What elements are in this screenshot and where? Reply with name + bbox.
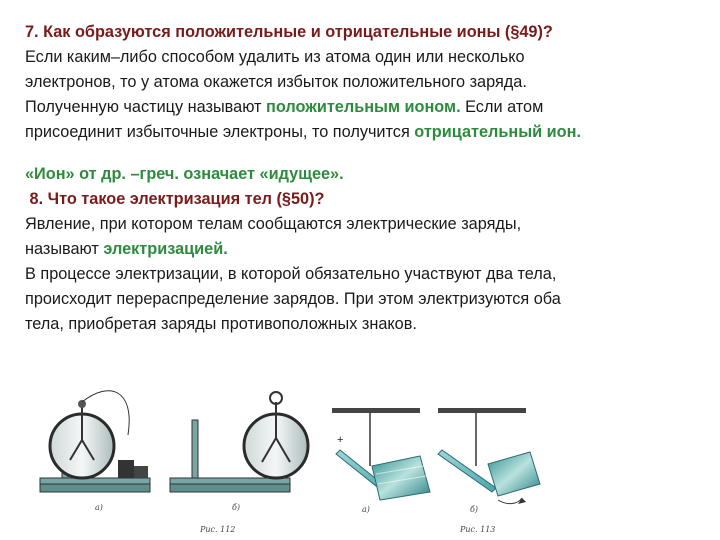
- q7-line-4: [25, 120, 715, 145]
- q8-line-1: Явление, при котором телам сообщаются электрические заряды,: [25, 215, 522, 233]
- q7-line-3: [25, 95, 715, 120]
- q7-line-3-end: Если атом: [460, 98, 544, 116]
- figures-illustration: [0, 380, 720, 540]
- plus-sign: +: [337, 434, 344, 446]
- q8-line-4: происходит перераспределение зарядов. При этом электризуются оба: [25, 290, 561, 308]
- ion-etymology: «Ион» от др. –греч. означает «идущее».: [25, 165, 344, 183]
- q7-line-2: электронов, то у атома окажется избыток положительного заряда.: [25, 73, 527, 91]
- figure-113b-suspended-plate: [438, 408, 540, 534]
- slide-text: [25, 20, 715, 337]
- fig-112a-label: а): [95, 503, 103, 512]
- q8-line-2: [25, 237, 715, 262]
- question-8-title: 8. Что такое электризация тел (§50)?: [25, 190, 325, 208]
- figure-113a-suspended-plate: [332, 408, 430, 514]
- q7-line-1: Если каким–либо способом удалить из атома один или несколько: [25, 48, 525, 66]
- q8-line-3: В процессе электризации, в которой обязательно участвуют два тела,: [25, 265, 557, 283]
- fig-112b-label: б): [232, 503, 241, 512]
- question-7-title: 7. Как образуются положительные и отрицательные ионы (§49)?: [25, 23, 553, 41]
- figure-112a-electroscope: [40, 391, 150, 512]
- fig-113a-label: а): [362, 505, 370, 514]
- figure-112b-electroscope: [170, 392, 308, 534]
- fig-113-caption: Рис. 113: [460, 525, 496, 534]
- q8-line-2-start: называют: [25, 240, 104, 258]
- q7-line-3-start: Полученную частицу называют: [25, 98, 267, 116]
- term-positive-ion: положительным ионом.: [266, 98, 461, 116]
- q8-line-5: тела, приобретая заряды противоположных знаков.: [25, 315, 417, 333]
- term-negative-ion: отрицательный ион.: [414, 123, 581, 141]
- fig-113b-label: б): [470, 505, 479, 514]
- q7-line-4-start: присоединит избыточные электроны, то получится: [25, 123, 415, 141]
- fig-112-caption: Рис. 112: [200, 525, 236, 534]
- term-electrization: электризацией.: [103, 240, 228, 258]
